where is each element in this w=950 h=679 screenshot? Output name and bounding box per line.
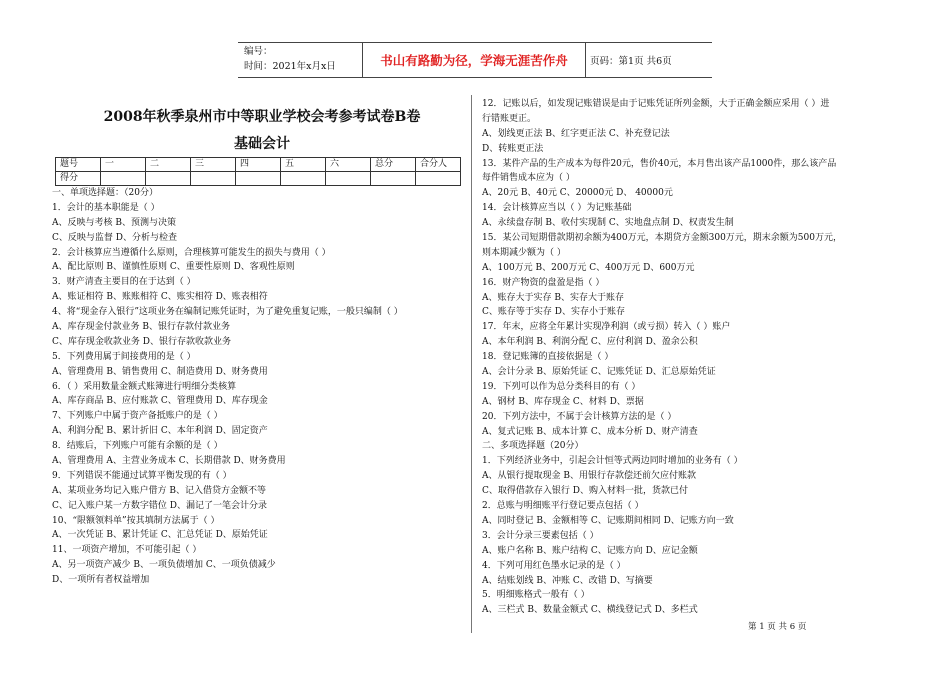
question-line: C、记入账户某一方数字错位 D、漏记了一笔会计分录 [52,500,267,511]
question-line: A、利润分配 B、累计折旧 C、本年利润 D、固定资产 [52,426,268,437]
question-line: 4．下列可用红色墨水记录的是（ ） [482,560,626,571]
question-line: A、永续盘存制 B、收付实现制 C、实地盘点制 D、权责发生制 [482,218,734,229]
question-line: A、反映与考核 B、预测与决策 [52,217,176,228]
score-cell: 一 [101,158,146,172]
score-cell [326,172,371,186]
question-line: A、管理费用 A、主营业务成本 C、长期借款 D、财务费用 [52,456,286,467]
question-line: 每件销售成本应为（ ） [482,173,575,184]
time-label: 时间：2021年x月x日 [244,61,336,72]
question-line: A、库存现金付款业务 B、银行存款付款业务 [52,322,230,333]
column-divider [471,95,472,633]
question-line: 17．年末，应将全年累计实现净利润（或亏损）转入（ ）账户 [482,322,731,333]
question-line: 14．会计核算应当以（ ）为记账基础 [482,203,632,214]
question-line: 11、一项资产增加，不可能引起（ ） [52,545,202,556]
score-table-score-row [56,172,461,186]
question-line: A、本年利润 B、利润分配 C、应付利润 D、盈余公积 [482,337,698,348]
question-line: C、取得借款存入银行 D、购入材料一批，货款已付 [482,486,688,497]
question-line: 一、单项选择题：（20分） [52,188,158,198]
question-line: 13．某件产品的生产成本为每件20元，售价40元，本月售出该产品1000件，那么该产品 [482,158,837,169]
header-meta [244,44,336,74]
score-cell [101,172,146,186]
score-cell: 五 [281,158,326,172]
question-line: 7、下列账户中属于资产备抵账户的是（ ） [52,411,223,422]
score-cell [371,172,416,186]
question-line: A、会计分录 B、原始凭证 C、记账凭证 D、汇总原始凭证 [482,367,716,378]
number-label: 编号： [244,46,273,57]
left-question-column [52,186,462,588]
question-line: A、库存商品 B、应付账款 C、管理费用 D、库存现金 [52,396,268,407]
exam-title: 2008年秋季泉州市中等职业学校会考参考试卷B卷 [103,109,421,125]
question-line: 则本期减少额为（ ） [482,247,566,258]
question-line: 1．会计的基本职能是（ ） [52,202,160,213]
score-table-header-row [56,158,461,172]
question-line: A、某项业务均记入账户借方 B、记入借贷方金额不等 [52,485,266,496]
question-line: 12．记账以后，如发现记账错误是由于记账凭证所列金额，大于正确金额应采用（ ）进 [482,99,830,109]
right-question-column [482,97,902,618]
score-cell: 题号 [56,158,101,172]
score-cell: 合分人 [416,158,461,172]
question-line: A、管理费用 B、销售费用 C、制造费用 D、财务费用 [52,366,268,377]
question-line: A、一次凭证 B、累计凭证 C、汇总凭证 D、原始凭证 [52,530,268,541]
score-cell [146,172,191,186]
question-line: A、划线更正法 B、红字更正法 C、补充登记法 [482,128,670,139]
question-line: 1．下列经济业务中，引起会计恒等式两边同时增加的业务有（ ） [482,456,743,467]
question-line: 2．会计核算应当遵循什么原则，合理核算可能发生的损失与费用（ ） [52,247,331,258]
question-line: D、一项所有者权益增加 [52,575,150,586]
question-line: D、转账更正法 [482,143,544,154]
score-cell: 得分 [56,172,101,186]
question-line: 二、多项选择题（20分） [482,441,584,452]
question-line: 行错账更正。 [482,113,537,124]
exam-subtitle: 基础会计 [234,136,290,152]
question-line: 8．结账后，下列账户可能有余额的是（ ） [52,441,223,452]
header-page-label: 页码：第1页 共6页 [590,56,672,67]
question-line: A、账存大于实存 B、实存大于账存 [482,292,624,303]
question-line: A、另一项资产减少 B、一项负债增加 C、一项负债减少 [52,560,276,571]
question-line: C、账存等于实存 D、实存小于账存 [482,307,625,318]
score-cell [416,172,461,186]
header-slogan: 书山有路勤为径，学海无涯苦作舟 [362,43,586,77]
question-line: C、反映与监督 D、分析与检查 [52,232,177,243]
question-line: A、三栏式 B、数量金额式 C、横线登记式 D、多栏式 [482,605,698,616]
question-line: 6．（ ）采用数量金额式账簿进行明细分类核算 [52,381,237,392]
question-line: A、钢材 B、库存现金 C、材料 D、票据 [482,396,644,407]
question-line: A、同时登记 B、金额相等 C、记账期间相同 D、记账方向一致 [482,515,734,526]
question-line: 10、“限额领料单”按其填制方法属于（ ） [52,515,220,526]
question-line: 4、将“现金存入银行”这项业务在编制记账凭证时，为了避免重复记账，一般只编制（ ） [52,307,403,318]
score-cell [281,172,326,186]
question-line: A、从银行提取现金 B、用银行存款偿还前欠应付账款 [482,471,696,482]
question-line: A、账证相符 B、账账相符 C、账实相符 D、账表相符 [52,292,268,303]
question-line: 5．明细账格式一般有（ ） [482,590,590,601]
question-line: 16．财产物资的盘盈是指（ ） [482,277,605,288]
question-line: 18．登记账簿的直接依据是（ ） [482,352,614,363]
score-cell: 三 [191,158,236,172]
question-line: A、配比原则 B、谨慎性原则 C、重要性原则 D、客观性原则 [52,262,295,273]
question-line: A、100万元 B、200万元 C、400万元 D、600万元 [482,262,695,273]
score-cell: 四 [236,158,281,172]
score-cell: 二 [146,158,191,172]
question-line: A、复式记账 B、成本计算 C、成本分析 D、财产清查 [482,426,698,437]
page-footer: 第 1 页 共 6 页 [748,622,807,632]
question-line: 3．会计分录三要素包括（ ） [482,530,599,541]
question-line: 15．某公司短期借款期初余额为400万元，本期贷方金额300万元，期末余额为500万元， [482,233,842,244]
score-cell [236,172,281,186]
question-line: A、20元 B、40元 C、20000元 D、 40000元 [482,188,673,199]
question-line: 5．下列费用属于间接费用的是（ ） [52,351,196,362]
score-cell [191,172,236,186]
question-line: 3．财产清查主要目的在于达到（ ） [52,277,196,288]
question-line: C、库存现金收款业务 D、银行存款收款业务 [52,336,231,347]
score-cell: 六 [326,158,371,172]
question-line: 20．下列方法中，不属于会计核算方法的是（ ） [482,411,677,422]
score-cell: 总分 [371,158,416,172]
question-line: A、结账划线 B、冲账 C、改错 D、写摘要 [482,575,653,586]
question-line: 2．总账与明细账平行登记要点包括（ ） [482,501,644,512]
page-header [238,42,712,78]
question-line: A、账户名称 B、账户结构 C、记账方向 D、应记金额 [482,545,698,556]
score-table [55,157,461,186]
question-line: 9．下列错误不能通过试算平衡发现的有（ ） [52,470,232,481]
question-line: 19．下列可以作为总分类科目的有（ ） [482,381,641,392]
